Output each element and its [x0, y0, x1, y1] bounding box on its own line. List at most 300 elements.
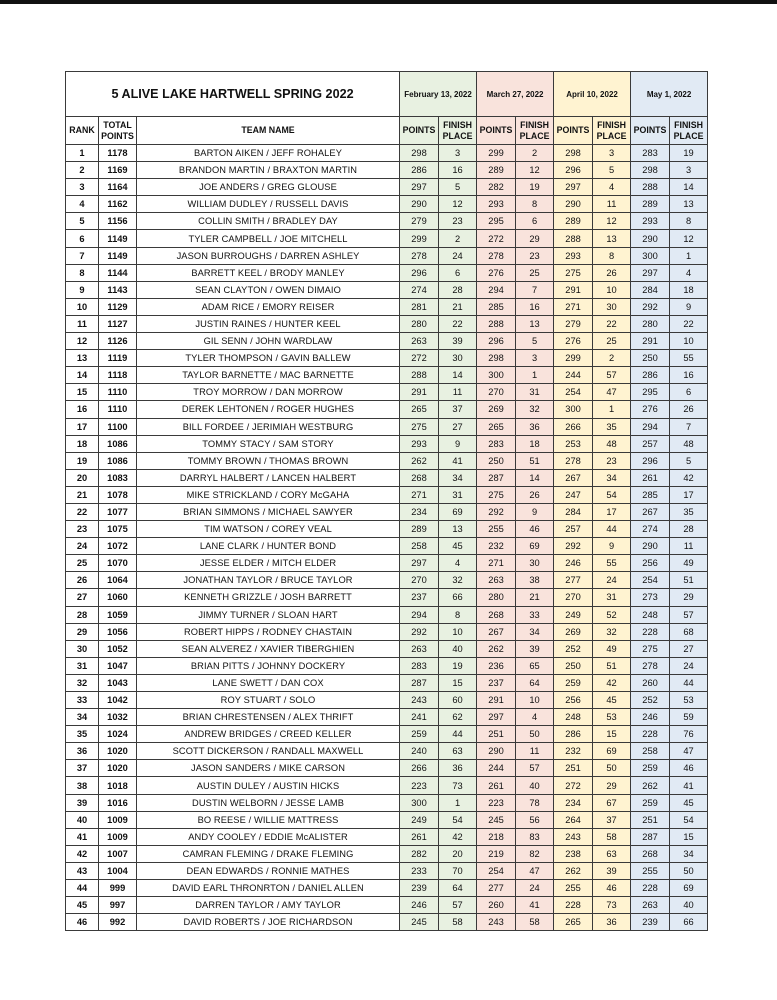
rank-cell: 29	[66, 623, 99, 640]
event3-finish-cell: 53	[593, 709, 631, 726]
event2-points-cell: 289	[477, 162, 516, 179]
finish-place-header: FINISH PLACE	[516, 117, 554, 145]
total-points-cell: 1164	[99, 179, 137, 196]
event4-finish-cell: 9	[670, 298, 708, 315]
event1-points-cell: 299	[400, 230, 439, 247]
event4-points-cell: 263	[631, 897, 670, 914]
event1-finish-cell: 15	[439, 674, 477, 691]
event4-finish-cell: 35	[670, 503, 708, 520]
event3-finish-cell: 48	[593, 435, 631, 452]
event1-finish-cell: 23	[439, 213, 477, 230]
table-row	[66, 486, 708, 503]
event4-finish-cell: 7	[670, 418, 708, 435]
total-points-cell: 1126	[99, 333, 137, 350]
event3-points-cell: 292	[554, 538, 593, 555]
total-points-cell: 1127	[99, 315, 137, 332]
event2-points-cell: 263	[477, 572, 516, 589]
event3-points-cell: 291	[554, 281, 593, 298]
event1-points-cell: 274	[400, 281, 439, 298]
finish-place-header: FINISH PLACE	[593, 117, 631, 145]
event4-finish-cell: 49	[670, 555, 708, 572]
event4-points-cell: 295	[631, 384, 670, 401]
event1-finish-cell: 3	[439, 145, 477, 162]
event1-points-cell: 249	[400, 811, 439, 828]
event4-finish-cell: 24	[670, 657, 708, 674]
event2-finish-cell: 24	[516, 880, 554, 897]
team-name-cell: KENNETH GRIZZLE / JOSH BARRETT	[137, 589, 400, 606]
event4-finish-cell: 16	[670, 367, 708, 384]
event2-finish-cell: 19	[516, 179, 554, 196]
event4-points-cell: 298	[631, 162, 670, 179]
event2-points-cell: 298	[477, 350, 516, 367]
event3-points-cell: 228	[554, 897, 593, 914]
event4-points-cell: 276	[631, 401, 670, 418]
event3-points-cell: 270	[554, 589, 593, 606]
rank-cell: 42	[66, 845, 99, 862]
team-name-cell: DAVID EARL THRONRTON / DANIEL ALLEN	[137, 880, 400, 897]
total-points-cell: 1086	[99, 452, 137, 469]
table-row	[66, 880, 708, 897]
event3-finish-cell: 34	[593, 469, 631, 486]
table-row	[66, 914, 708, 931]
event2-finish-cell: 10	[516, 692, 554, 709]
event1-points-cell: 261	[400, 828, 439, 845]
table-row	[66, 555, 708, 572]
team-name-cell: JIMMY TURNER / SLOAN HART	[137, 606, 400, 623]
event1-finish-cell: 14	[439, 367, 477, 384]
total-points-cell: 1129	[99, 298, 137, 315]
rank-cell: 21	[66, 486, 99, 503]
total-points-cell: 1016	[99, 794, 137, 811]
event1-finish-cell: 37	[439, 401, 477, 418]
total-points-cell: 1162	[99, 196, 137, 213]
event2-finish-cell: 34	[516, 623, 554, 640]
event3-points-cell: 244	[554, 367, 593, 384]
event1-points-cell: 271	[400, 486, 439, 503]
event4-points-cell: 228	[631, 880, 670, 897]
event3-finish-cell: 31	[593, 589, 631, 606]
event3-points-cell: 293	[554, 247, 593, 264]
table-row	[66, 794, 708, 811]
event2-points-cell: 269	[477, 401, 516, 418]
event2-finish-cell: 16	[516, 298, 554, 315]
event3-points-cell: 250	[554, 657, 593, 674]
event3-points-cell: 272	[554, 777, 593, 794]
event3-finish-cell: 17	[593, 503, 631, 520]
event2-finish-cell: 1	[516, 367, 554, 384]
event4-points-cell: 296	[631, 452, 670, 469]
event3-points-cell: 279	[554, 315, 593, 332]
event1-finish-cell: 58	[439, 914, 477, 931]
event4-finish-cell: 54	[670, 811, 708, 828]
points-header: POINTS	[554, 117, 593, 145]
event1-finish-cell: 60	[439, 692, 477, 709]
event3-points-cell: 298	[554, 145, 593, 162]
event1-finish-cell: 36	[439, 760, 477, 777]
rank-cell: 16	[66, 401, 99, 418]
rank-cell: 37	[66, 760, 99, 777]
team-name-cell: DEAN EDWARDS / RONNIE MATHES	[137, 862, 400, 879]
event2-finish-cell: 64	[516, 674, 554, 691]
event1-points-cell: 272	[400, 350, 439, 367]
event4-finish-cell: 41	[670, 777, 708, 794]
event2-finish-cell: 56	[516, 811, 554, 828]
event1-points-cell: 246	[400, 897, 439, 914]
event1-finish-cell: 11	[439, 384, 477, 401]
total-points-cell: 1004	[99, 862, 137, 879]
event2-finish-cell: 69	[516, 538, 554, 555]
event4-points-cell: 290	[631, 538, 670, 555]
event4-points-cell: 291	[631, 333, 670, 350]
event4-points-cell: 257	[631, 435, 670, 452]
event1-finish-cell: 5	[439, 179, 477, 196]
table-row	[66, 640, 708, 657]
total-points-cell: 1064	[99, 572, 137, 589]
event3-finish-cell: 13	[593, 230, 631, 247]
event4-finish-cell: 19	[670, 145, 708, 162]
rank-cell: 35	[66, 726, 99, 743]
team-name-cell: ADAM RICE / EMORY REISER	[137, 298, 400, 315]
event4-finish-cell: 50	[670, 862, 708, 879]
event4-finish-cell: 76	[670, 726, 708, 743]
event3-points-cell: 252	[554, 640, 593, 657]
event3-points-cell: 251	[554, 760, 593, 777]
event4-finish-cell: 45	[670, 794, 708, 811]
event2-finish-cell: 83	[516, 828, 554, 845]
rank-cell: 43	[66, 862, 99, 879]
event4-points-cell: 278	[631, 657, 670, 674]
rank-cell: 34	[66, 709, 99, 726]
total-points-cell: 1149	[99, 247, 137, 264]
rank-cell: 31	[66, 657, 99, 674]
event2-finish-cell: 12	[516, 162, 554, 179]
table-row	[66, 367, 708, 384]
rank-cell: 2	[66, 162, 99, 179]
table-row	[66, 726, 708, 743]
total-points-cell: 1024	[99, 726, 137, 743]
event4-points-cell: 258	[631, 743, 670, 760]
table-row	[66, 623, 708, 640]
event3-finish-cell: 26	[593, 264, 631, 281]
event3-points-cell: 267	[554, 469, 593, 486]
event4-finish-cell: 1	[670, 247, 708, 264]
total-points-cell: 1072	[99, 538, 137, 555]
table-row	[66, 811, 708, 828]
event4-finish-cell: 15	[670, 828, 708, 845]
event4-finish-cell: 11	[670, 538, 708, 555]
event2-finish-cell: 31	[516, 384, 554, 401]
total-points-cell: 1075	[99, 521, 137, 538]
event1-finish-cell: 2	[439, 230, 477, 247]
event3-points-cell: 247	[554, 486, 593, 503]
total-points-cell: 999	[99, 880, 137, 897]
event1-points-cell: 241	[400, 709, 439, 726]
event1-points-cell: 259	[400, 726, 439, 743]
event3-points-cell: 284	[554, 503, 593, 520]
table-row	[66, 657, 708, 674]
rank-cell: 18	[66, 435, 99, 452]
event2-points-cell: 260	[477, 897, 516, 914]
event2-points-cell: 287	[477, 469, 516, 486]
table-row	[66, 333, 708, 350]
event2-finish-cell: 39	[516, 640, 554, 657]
event2-finish-cell: 9	[516, 503, 554, 520]
event1-finish-cell: 20	[439, 845, 477, 862]
event1-points-cell: 239	[400, 880, 439, 897]
table-row	[66, 179, 708, 196]
event2-points-cell: 218	[477, 828, 516, 845]
event1-points-cell: 283	[400, 657, 439, 674]
table-row	[66, 674, 708, 691]
event2-finish-cell: 33	[516, 606, 554, 623]
event2-points-cell: 294	[477, 281, 516, 298]
table-row	[66, 760, 708, 777]
team-name-header: TEAM NAME	[137, 117, 400, 145]
event3-finish-cell: 32	[593, 623, 631, 640]
table-row	[66, 503, 708, 520]
event3-finish-cell: 50	[593, 760, 631, 777]
event3-points-cell: 249	[554, 606, 593, 623]
team-name-cell: TOMMY BROWN / THOMAS BROWN	[137, 452, 400, 469]
event3-finish-cell: 4	[593, 179, 631, 196]
event1-points-cell: 294	[400, 606, 439, 623]
event3-points-cell: 265	[554, 914, 593, 931]
total-points-cell: 997	[99, 897, 137, 914]
event4-points-cell: 284	[631, 281, 670, 298]
event1-points-cell: 243	[400, 692, 439, 709]
event1-finish-cell: 45	[439, 538, 477, 555]
event4-finish-cell: 4	[670, 264, 708, 281]
team-name-cell: JOE ANDERS / GREG GLOUSE	[137, 179, 400, 196]
event3-finish-cell: 36	[593, 914, 631, 931]
event3-finish-cell: 24	[593, 572, 631, 589]
event1-finish-cell: 34	[439, 469, 477, 486]
table-row	[66, 418, 708, 435]
event1-finish-cell: 54	[439, 811, 477, 828]
team-name-cell: BRIAN SIMMONS / MICHAEL SAWYER	[137, 503, 400, 520]
event2-finish-cell: 47	[516, 862, 554, 879]
event1-points-cell: 263	[400, 640, 439, 657]
event2-points-cell: 255	[477, 521, 516, 538]
event4-points-cell: 287	[631, 828, 670, 845]
team-name-cell: SCOTT DICKERSON / RANDALL MAXWELL	[137, 743, 400, 760]
event2-points-cell: 277	[477, 880, 516, 897]
event1-finish-cell: 22	[439, 315, 477, 332]
rank-cell: 46	[66, 914, 99, 931]
event1-points-cell: 237	[400, 589, 439, 606]
table-row	[66, 315, 708, 332]
event2-points-cell: 250	[477, 452, 516, 469]
event4-finish-cell: 51	[670, 572, 708, 589]
event1-points-cell: 289	[400, 521, 439, 538]
event3-points-cell: 264	[554, 811, 593, 828]
event4-finish-cell: 47	[670, 743, 708, 760]
event4-finish-cell: 17	[670, 486, 708, 503]
event2-points-cell: 245	[477, 811, 516, 828]
event2-finish-cell: 36	[516, 418, 554, 435]
total-points-cell: 1032	[99, 709, 137, 726]
table-row	[66, 692, 708, 709]
event4-points-cell: 293	[631, 213, 670, 230]
event3-points-cell: 254	[554, 384, 593, 401]
event2-points-cell: 299	[477, 145, 516, 162]
event1-finish-cell: 12	[439, 196, 477, 213]
event1-points-cell: 292	[400, 623, 439, 640]
event2-points-cell: 251	[477, 726, 516, 743]
event1-finish-cell: 6	[439, 264, 477, 281]
total-points-cell: 1018	[99, 777, 137, 794]
rank-cell: 44	[66, 880, 99, 897]
total-points-cell: 1143	[99, 281, 137, 298]
team-name-cell: ANDREW BRIDGES / CREED KELLER	[137, 726, 400, 743]
event4-finish-cell: 57	[670, 606, 708, 623]
event1-points-cell: 234	[400, 503, 439, 520]
event1-finish-cell: 42	[439, 828, 477, 845]
event4-finish-cell: 42	[670, 469, 708, 486]
event2-points-cell: 275	[477, 486, 516, 503]
event3-finish-cell: 8	[593, 247, 631, 264]
team-name-cell: DUSTIN WELBORN / JESSE LAMB	[137, 794, 400, 811]
points-header: POINTS	[400, 117, 439, 145]
event3-finish-cell: 35	[593, 418, 631, 435]
event3-points-cell: 262	[554, 862, 593, 879]
team-name-cell: JESSE ELDER / MITCH ELDER	[137, 555, 400, 572]
event4-finish-cell: 29	[670, 589, 708, 606]
event1-finish-cell: 10	[439, 623, 477, 640]
event2-points-cell: 232	[477, 538, 516, 555]
table-row	[66, 162, 708, 179]
team-name-cell: JUSTIN RAINES / HUNTER KEEL	[137, 315, 400, 332]
total-points-cell: 1043	[99, 674, 137, 691]
event4-points-cell: 262	[631, 777, 670, 794]
event3-points-cell: 248	[554, 709, 593, 726]
event3-points-cell: 278	[554, 452, 593, 469]
rank-cell: 45	[66, 897, 99, 914]
event2-finish-cell: 8	[516, 196, 554, 213]
event4-points-cell: 289	[631, 196, 670, 213]
event1-finish-cell: 31	[439, 486, 477, 503]
rank-cell: 25	[66, 555, 99, 572]
event1-finish-cell: 73	[439, 777, 477, 794]
event3-finish-cell: 37	[593, 811, 631, 828]
event4-points-cell: 275	[631, 640, 670, 657]
event2-points-cell: 293	[477, 196, 516, 213]
event2-finish-cell: 57	[516, 760, 554, 777]
event1-points-cell: 240	[400, 743, 439, 760]
event4-points-cell: 250	[631, 350, 670, 367]
event4-points-cell: 286	[631, 367, 670, 384]
event1-finish-cell: 40	[439, 640, 477, 657]
event1-finish-cell: 24	[439, 247, 477, 264]
team-name-cell: JONATHAN TAYLOR / BRUCE TAYLOR	[137, 572, 400, 589]
event2-finish-cell: 23	[516, 247, 554, 264]
total-points-cell: 1083	[99, 469, 137, 486]
table-row	[66, 709, 708, 726]
event4-finish-cell: 3	[670, 162, 708, 179]
team-name-cell: TIM WATSON / COREY VEAL	[137, 521, 400, 538]
event1-points-cell: 262	[400, 452, 439, 469]
table-row	[66, 452, 708, 469]
rank-cell: 7	[66, 247, 99, 264]
event3-finish-cell: 5	[593, 162, 631, 179]
event2-points-cell: 272	[477, 230, 516, 247]
rank-cell: 38	[66, 777, 99, 794]
finish-place-header: FINISH PLACE	[670, 117, 708, 145]
table-row	[66, 401, 708, 418]
event4-points-cell: 288	[631, 179, 670, 196]
event3-points-cell: 232	[554, 743, 593, 760]
event3-points-cell: 259	[554, 674, 593, 691]
event1-points-cell: 223	[400, 777, 439, 794]
rank-cell: 41	[66, 828, 99, 845]
team-name-cell: DARREN TAYLOR / AMY TAYLOR	[137, 897, 400, 914]
event3-finish-cell: 30	[593, 298, 631, 315]
event1-points-cell: 268	[400, 469, 439, 486]
event4-finish-cell: 59	[670, 709, 708, 726]
event1-points-cell: 278	[400, 247, 439, 264]
event-date-2: March 27, 2022	[477, 72, 554, 117]
event3-points-cell: 238	[554, 845, 593, 862]
event3-points-cell: 271	[554, 298, 593, 315]
event1-points-cell: 275	[400, 418, 439, 435]
event2-points-cell: 292	[477, 503, 516, 520]
total-points-cell: 1110	[99, 384, 137, 401]
event2-finish-cell: 32	[516, 401, 554, 418]
event2-finish-cell: 26	[516, 486, 554, 503]
event2-points-cell: 244	[477, 760, 516, 777]
event2-points-cell: 291	[477, 692, 516, 709]
event4-points-cell: 228	[631, 623, 670, 640]
event4-finish-cell: 48	[670, 435, 708, 452]
event3-finish-cell: 22	[593, 315, 631, 332]
event3-finish-cell: 15	[593, 726, 631, 743]
table-row	[66, 435, 708, 452]
event1-finish-cell: 66	[439, 589, 477, 606]
event1-points-cell: 265	[400, 401, 439, 418]
total-points-cell: 1047	[99, 657, 137, 674]
event2-finish-cell: 25	[516, 264, 554, 281]
event3-finish-cell: 25	[593, 333, 631, 350]
event4-finish-cell: 68	[670, 623, 708, 640]
team-name-cell: ROY STUART / SOLO	[137, 692, 400, 709]
team-name-cell: GIL SENN / JOHN WARDLAW	[137, 333, 400, 350]
event3-finish-cell: 11	[593, 196, 631, 213]
event1-finish-cell: 62	[439, 709, 477, 726]
total-points-cell: 1156	[99, 213, 137, 230]
team-name-cell: JASON BURROUGHS / DARREN ASHLEY	[137, 247, 400, 264]
event4-points-cell: 239	[631, 914, 670, 931]
event1-points-cell: 286	[400, 162, 439, 179]
event3-points-cell: 276	[554, 333, 593, 350]
event2-finish-cell: 65	[516, 657, 554, 674]
team-name-cell: BRIAN PITTS / JOHNNY DOCKERY	[137, 657, 400, 674]
table-row	[66, 230, 708, 247]
event4-finish-cell: 12	[670, 230, 708, 247]
event2-points-cell: 283	[477, 435, 516, 452]
standings-sheet	[65, 71, 707, 931]
event1-points-cell: 263	[400, 333, 439, 350]
event2-finish-cell: 30	[516, 555, 554, 572]
event2-finish-cell: 18	[516, 435, 554, 452]
event4-finish-cell: 18	[670, 281, 708, 298]
event4-points-cell: 254	[631, 572, 670, 589]
total-points-cell: 1178	[99, 145, 137, 162]
team-name-cell: TAYLOR BARNETTE / MAC BARNETTE	[137, 367, 400, 384]
event1-finish-cell: 8	[439, 606, 477, 623]
event1-finish-cell: 9	[439, 435, 477, 452]
event1-finish-cell: 19	[439, 657, 477, 674]
event1-finish-cell: 69	[439, 503, 477, 520]
